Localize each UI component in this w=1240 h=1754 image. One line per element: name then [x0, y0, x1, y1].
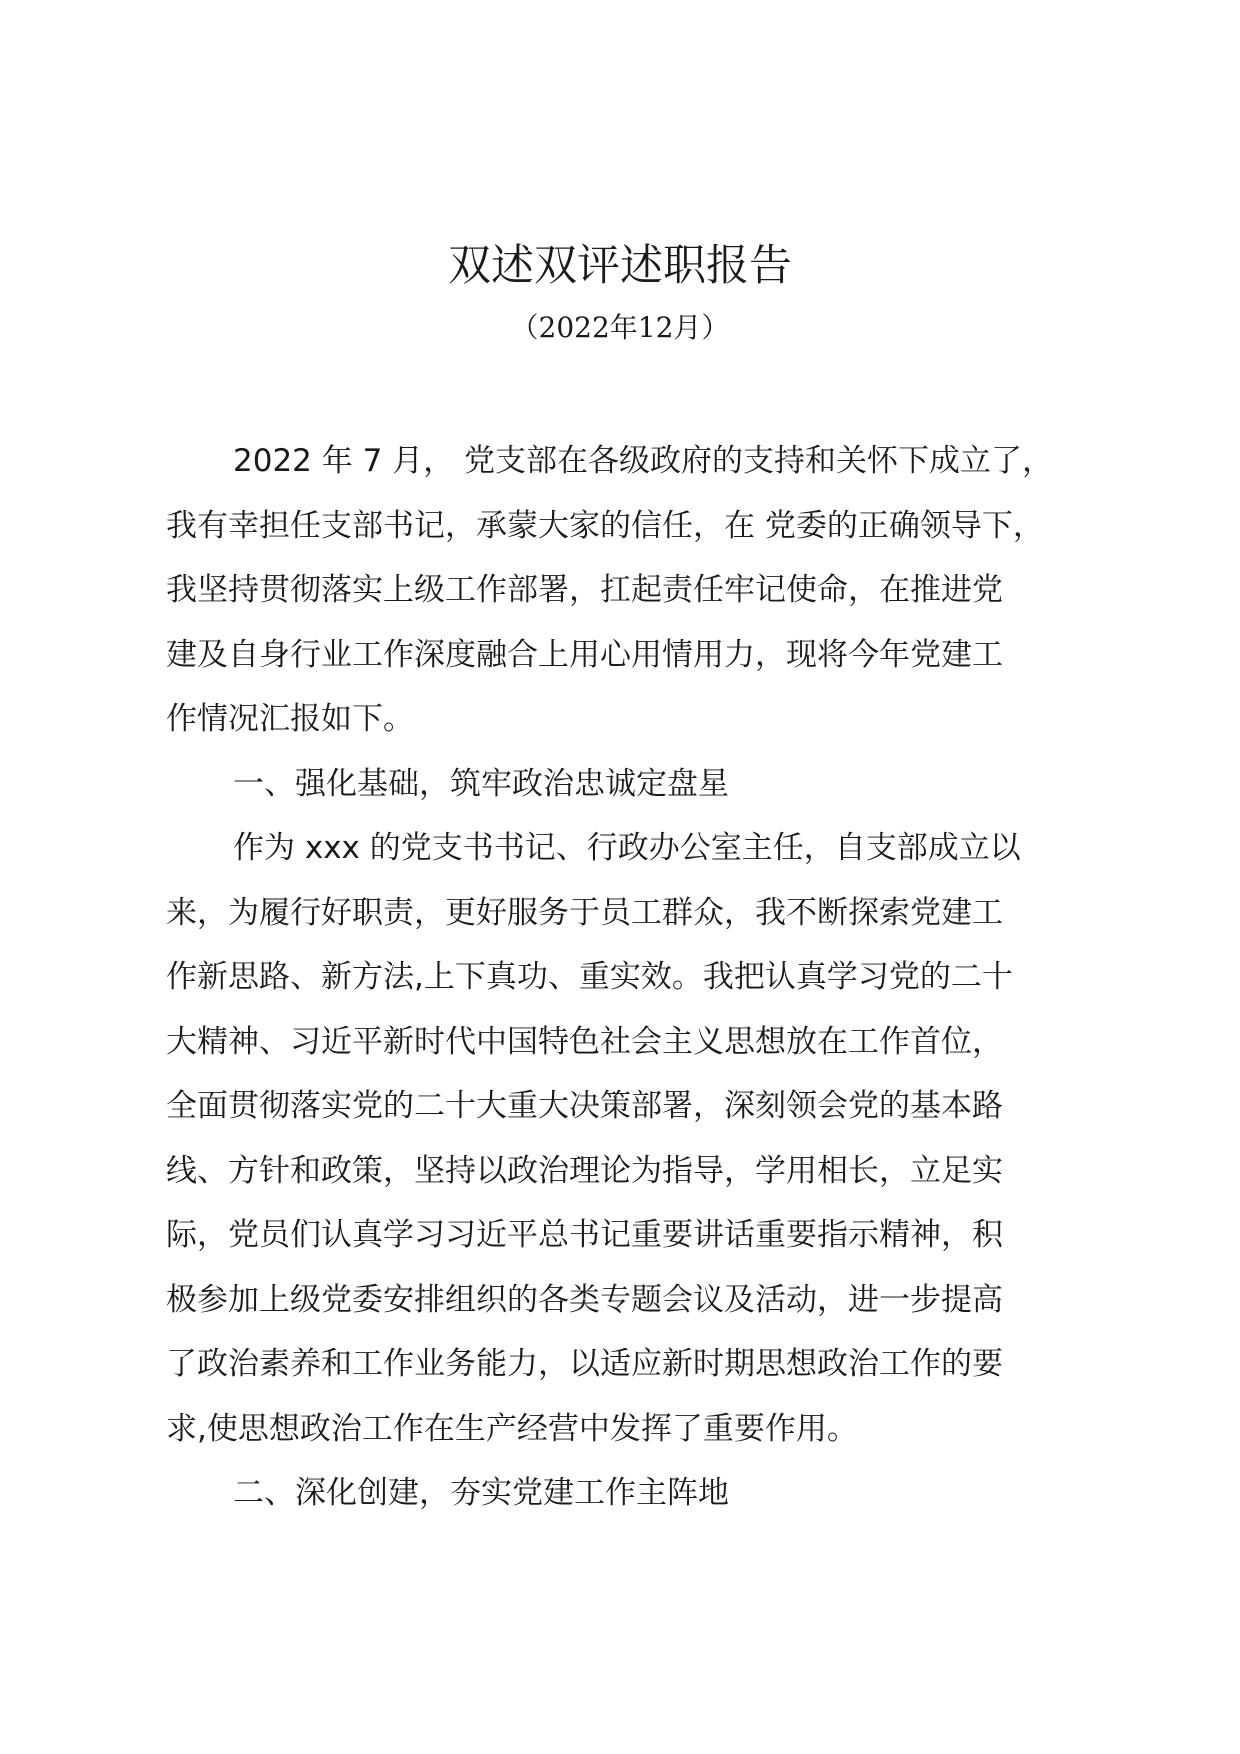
text-line-7: 作为 xxx 的党支书书记、行政办公室主任，自支部成立以: [233, 830, 1021, 866]
document-date: （2022年12月）: [510, 311, 730, 344]
document-body: [166, 429, 1106, 1526]
text-line-10: 大精神、习近平新时代中国特色社会主义思想放在工作首位，: [166, 1023, 1003, 1060]
text-line-14: 极参加上级党委安排组织的各类专题会议及活动，进一步提高: [166, 1281, 1003, 1318]
text-line-5: 作情况汇报如下。: [166, 701, 414, 737]
text-line-16: 求,使思想政治工作在生产经营中发挥了重要作用。: [166, 1410, 858, 1447]
text-line-8: 来，为履行好职责，更好服务于员工群众，我不断探索党建工: [166, 894, 1003, 931]
text-line-3: 我坚持贯彻落实上级工作部署，扛起责任牢记使命，在推进党: [166, 572, 1003, 608]
text-line-4: 建及自身行业工作深度融合上用心用情用力，现将今年党建工: [166, 636, 1003, 673]
text-line-1: 2022 年 7 月， 党支部在各级政府的支持和关怀下成立了，: [233, 443, 1054, 479]
document-title: 双述双评述职报告: [448, 241, 792, 291]
text-line-12: 线、方针和政策，坚持以政治理论为指导，学用相长，立足实: [166, 1152, 1003, 1189]
text-line-9: 作新思路、新方法,上下真功、重实效。我把认真学习党的二十: [166, 959, 1013, 995]
text-line-13: 际，党员们认真学习习近平总书记重要讲话重要指示精神，积: [166, 1217, 1003, 1253]
text-line-15: 了政治素养和工作业务能力，以适应新时期思想政治工作的要: [166, 1346, 1003, 1382]
text-line-11: 全面贯彻落实党的二十大重大决策部署，深刻领会党的基本路: [166, 1088, 1003, 1124]
text-line-2: 我有幸担任支部书记，承蒙大家的信任，在 党委的正确领导下，: [166, 507, 1044, 544]
section-heading-1: 一、强化基础，筑牢政治忠诚定盘星: [233, 765, 729, 802]
section-heading-2: 二、深化创建，夯实党建工作主阵地: [233, 1475, 729, 1511]
